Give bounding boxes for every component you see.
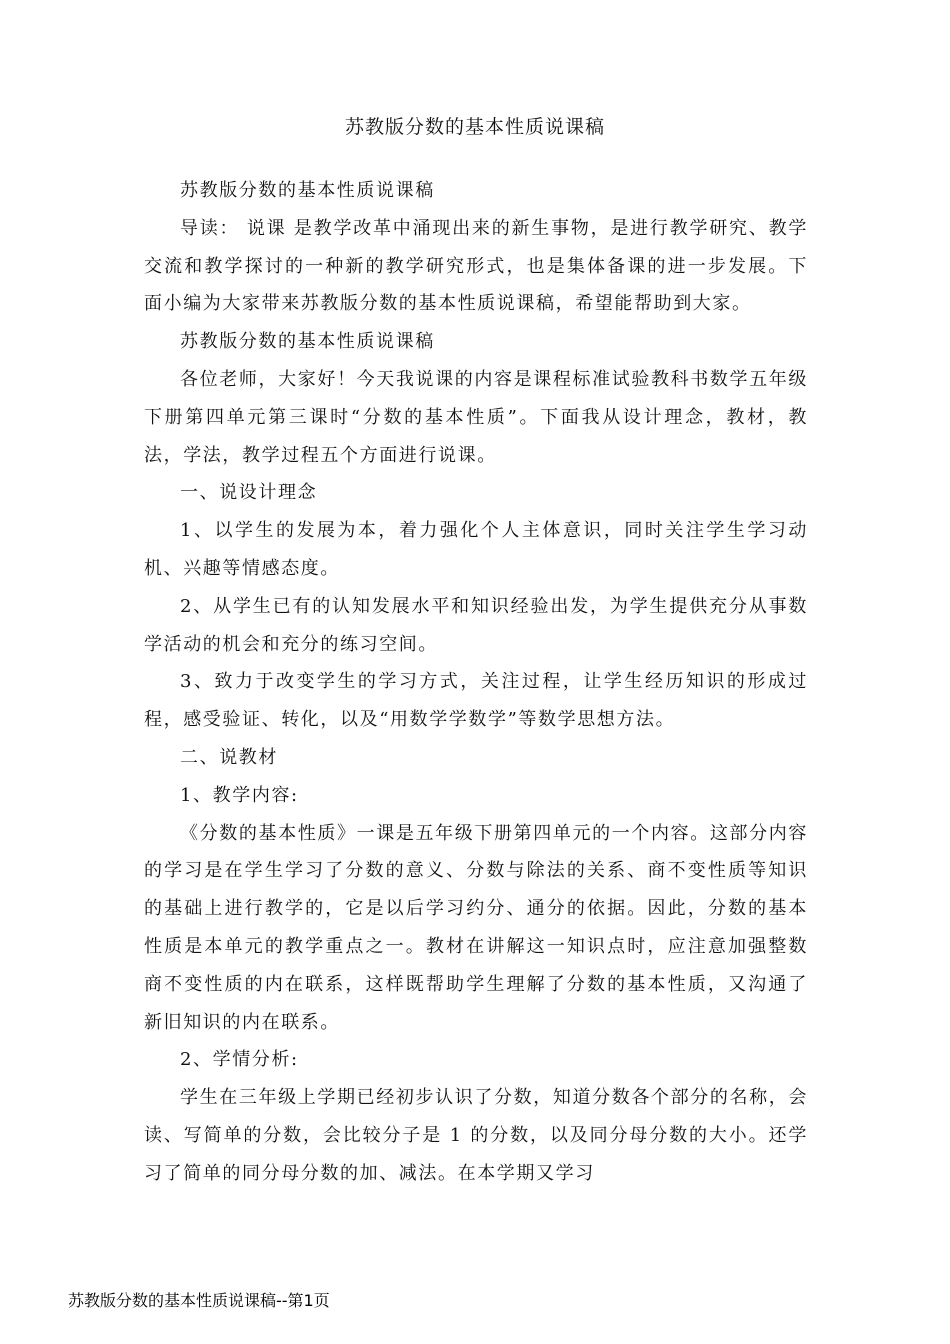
section-heading: 一、说设计理念 [180, 482, 318, 504]
document-body [144, 172, 808, 1193]
paragraph: 各位老师，大家好！今天我说课的内容是课程标准试验教科书数学五年级下册第四单元第三课时“分数的基本性质”。下面我从设计理念，教材，教法，学法，教学过程五个方面进行说课。 [144, 368, 808, 466]
paragraph: 3、致力于改变学生的学习方式，关注过程，让学生经历知识的形成过程，感受验证、转化，以及“用数学学数学”等数学思想方法。 [144, 671, 808, 731]
subsection-heading: 1、教学内容: [180, 784, 299, 806]
page-footer: 苏教版分数的基本性质说课稿--第1页 [68, 1291, 330, 1310]
paragraph: 学生在三年级上学期已经初步认识了分数，知道分数各个部分的名称，会读、写简单的分数，会比较分子是 1 的分数，以及同分母分数的大小。还学习了简单的同分母分数的加、减法。在本学期又学习 [144, 1087, 808, 1184]
paragraph: 导读： 说课 是教学改革中涌现出来的新生事物，是进行教学研究、教学交流和教学探讨的一种新的教学研究形式，也是集体备课的进一步发展。下面小编为大家带来苏教版分数的基本性质说课稿，希望能帮助到大家。 [144, 217, 808, 315]
paragraph: 苏教版分数的基本性质说课稿 [180, 331, 435, 353]
subsection-heading: 2、学情分析: [180, 1049, 299, 1071]
section-heading: 二、说教材 [180, 746, 278, 768]
document-title: 苏教版分数的基本性质说课稿 [344, 116, 605, 138]
paragraph: 1、以学生的发展为本，着力强化个人主体意识，同时关注学生学习动机、兴趣等情感态度。 [144, 520, 808, 579]
paragraph: 苏教版分数的基本性质说课稿 [180, 180, 435, 201]
paragraph: 2、从学生已有的认知发展水平和知识经验出发，为学生提供充分从事数学活动的机会和充分的练习空间。 [144, 595, 808, 655]
paragraph: 《分数的基本性质》一课是五年级下册第四单元的一个内容。这部分内容的学习是在学生学习了分数的意义、分数与除法的关系、商不变性质等知识的基础上进行教学的，它是以后学习约分、通分的依据。因此，分数的基本性质是本单元的教学重点之一。教材在讲解这一知识点时，应注意加强整数商不变性质的内在联系，这样既帮助学生理解了分数的基本性质，又沟通了新旧知识的内在联系。 [144, 822, 808, 1033]
